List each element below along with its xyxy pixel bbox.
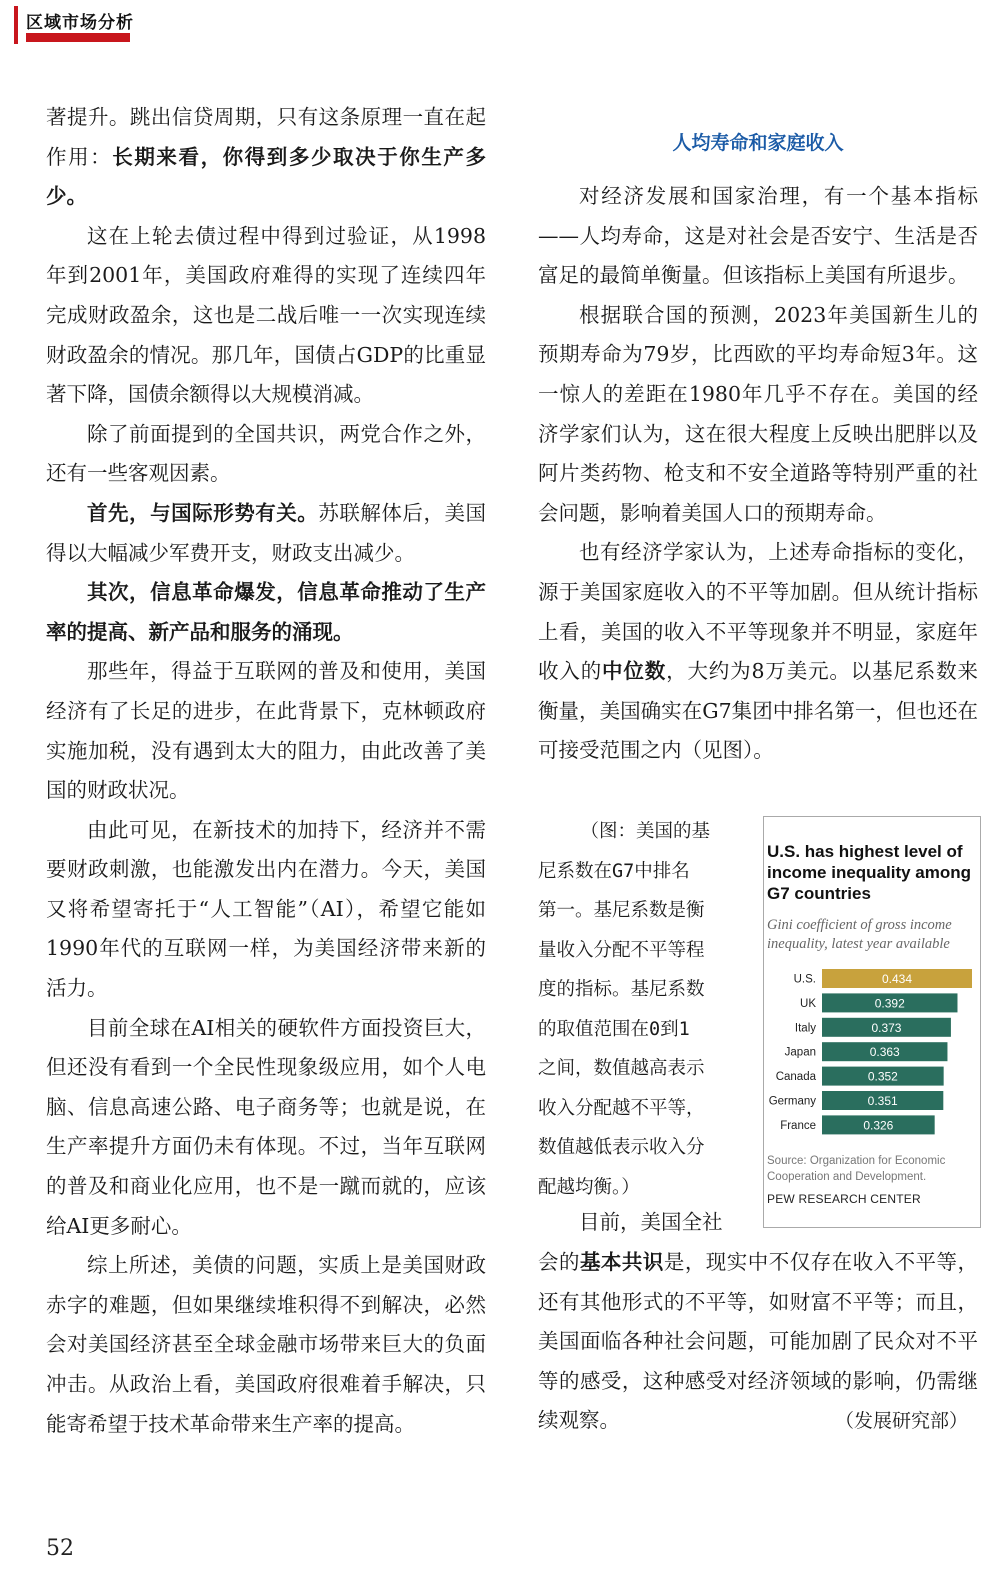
text-run: 也有经济学家认为，上述寿命指标的变化，源于美国家庭收入的不平等加剧。但从统计指标上看，美国的收入不平等现象并不明显，家庭年收入的 — [538, 540, 978, 684]
category-label: France — [780, 1119, 816, 1132]
caption-line: 数值越低表示收入分 — [538, 1137, 705, 1158]
left-column — [46, 98, 486, 1444]
paragraph: 这在上轮去债过程中得到过验证，从1998年到2001年，美国政府难得的实现了连续四年完成财政盈余，这也是二战后唯一一次实现连续财政盈余的情况。那几年，国债占GDP的比重显著下降，国债余额得以大规模消减。 — [46, 223, 486, 407]
paragraph: 综上所述，美债的问题，实质上是美国财政赤字的难题，但如果继续堆积得不到解决，必然会对美国经济甚至全球金融市场带来巨大的负面冲击。从政治上看，美国政府很难着手解决，只能寄希望于技术革命带来生产率的提高。 — [46, 1253, 486, 1436]
paragraph: 目前，美国全社 — [579, 1210, 723, 1234]
header-underline — [26, 33, 130, 42]
caption-line: 配越均衡。） — [538, 1176, 640, 1198]
paragraph — [46, 98, 486, 217]
text-run: ，大约为8万美元。以基尼系数来衡量，美国确实在G7集团中排名第一，但也还在可接受范围之内（见图）。 — [538, 659, 979, 763]
value-label: 0.351 — [867, 1094, 898, 1108]
paragraph: 那些年，得益于互联网的普及和使用，美国经济有了长足的进步，在此背景下，克林顿政府实施加税，没有遇到太大的阻力，由此改善了美国的财政状况。 — [46, 659, 486, 803]
value-label: 0.326 — [863, 1118, 894, 1133]
caption-line: 收入分配越不平等， — [538, 1097, 705, 1119]
value-label: 0.352 — [867, 1069, 898, 1084]
section-title: 人均寿命和家庭收入 — [672, 132, 844, 154]
value-label: 0.363 — [869, 1045, 900, 1060]
text-run: 苏联解体后，美国得以大幅减少军费开支，财政支出减少。 — [46, 500, 487, 565]
caption-line: 尼系数在G7中排名 — [538, 860, 690, 882]
paragraph — [46, 494, 486, 573]
chart-title-line: G7 countries — [767, 884, 871, 903]
bold-text: 中位数 — [602, 659, 667, 684]
page-number: 52 — [46, 1536, 74, 1561]
category-label: Canada — [775, 1071, 816, 1084]
text-run: 会的 — [538, 1250, 580, 1274]
chart-subtitle-line: inequality, latest year available — [767, 936, 950, 952]
figure-caption — [538, 812, 744, 1207]
chart-title-line: income inequality among — [767, 863, 972, 882]
caption-line: 第一。基尼系数是衡 — [538, 900, 705, 921]
gini-chart — [763, 816, 981, 1228]
value-label: 0.392 — [874, 996, 905, 1011]
text-run: 著提升。跳出信贷周期，只有这条原理一直在起作用： — [46, 105, 486, 169]
paragraph — [538, 533, 978, 771]
category-label: U.S. — [793, 973, 816, 986]
chart-title-line: U.S. has highest level of — [767, 842, 963, 861]
right-column — [538, 177, 978, 771]
chart-source-line: Cooperation and Development. — [767, 1171, 927, 1183]
bold-text: 其次，信息革命爆发，信息革命推动了生产率的提高、新产品和服务的涌现。 — [46, 580, 486, 644]
caption-line: 量收入分配不平等程 — [538, 939, 705, 961]
chart-credit: PEW RESEARCH CENTER — [767, 1192, 921, 1206]
category-label: Germany — [768, 1095, 816, 1108]
caption-line: 的取值范围在0到1 — [538, 1018, 690, 1040]
paragraph: 目前全球在AI相关的硬软件方面投资巨大，但还没有看到一个全民性现象级应用，如个人电脑、信息高速公路、电子商务等；也就是说，在生产率提升方面仍未有体现。不过，当年互联网的普及和商业化应用，也不是一蹴而就的，应该给AI更多耐心。 — [46, 1015, 486, 1238]
text-run: 是，现实中不仅存在收入不平等，还有其他形式的不平等，如财富不平等；而且，美国面临各种社会问题，可能加剧了民众对不平等的感受，这种感受对经济领域的影响，仍需继续观察。 — [538, 1250, 979, 1433]
chart-subtitle-line: Gini coefficient of gross income — [767, 917, 952, 933]
caption-line: 度的指标。基尼系数 — [538, 979, 705, 1000]
value-label: 0.434 — [881, 972, 913, 986]
value-label: 0.373 — [871, 1020, 902, 1035]
paragraph-start — [538, 1203, 743, 1243]
category-label: Japan — [784, 1046, 816, 1059]
bold-text: 长期来看，你得到多少取决于你生产多少。 — [46, 144, 487, 209]
paragraph: 根据联合国的预测，2023年美国新生儿的预期寿命为79岁，比西欧的平均寿命短3年。这一惊人的差距在1980年几乎不存在。美国的经济学家们认为，这在很大程度上反映出肥胖以及阿片类药物、枪支和不安全道路等特别严重的社会问题，影响着美国人口的预期寿命。 — [538, 302, 978, 525]
category-label: Italy — [794, 1022, 816, 1035]
bold-text: 基本共识 — [579, 1250, 664, 1274]
bold-text: 首先，与国际形势有关。 — [87, 500, 319, 525]
caption-line: （图：美国的基 — [580, 821, 711, 842]
caption-line: 之间，数值越高表示 — [538, 1058, 705, 1079]
category-label: UK — [800, 997, 816, 1010]
signature: （发展研究部） — [834, 1410, 968, 1432]
paragraph: 由此可见，在新技术的加持下，经济并不需要财政刺激，也能激发出内在潜力。今天，美国又将希望寄托于“人工智能”（AI），希望它能如1990年代的互联网一样，为美国经济带来新的活力。 — [46, 817, 486, 1001]
paragraph: 除了前面提到的全国共识，两党合作之外，还有一些客观因素。 — [46, 421, 486, 486]
paragraph: 对经济发展和国家治理，有一个基本指标——人均寿命，这是对社会是否安宁、生活是否富足的最简单衡量。但该指标上美国有所退步。 — [538, 184, 978, 288]
section-header: 区域市场分析 — [26, 13, 134, 33]
paragraph — [46, 573, 486, 652]
header-accent-bar — [14, 6, 18, 44]
chart-source-line: Source: Organization for Economic — [767, 1155, 946, 1167]
